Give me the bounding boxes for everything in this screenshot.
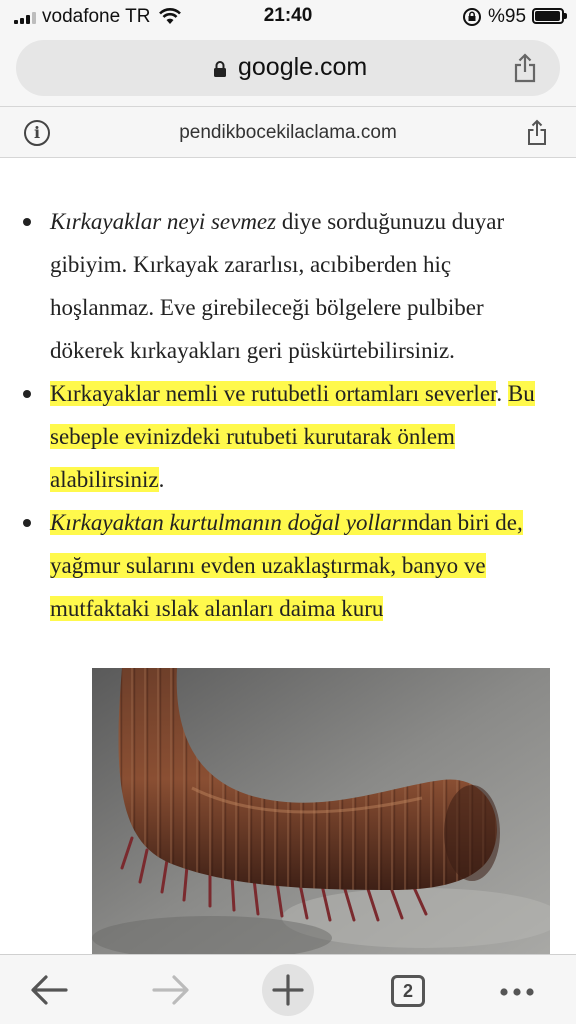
new-tab-button[interactable] — [262, 964, 314, 1016]
italic-phrase: Kırkayaklar neyi sevmez — [50, 209, 277, 234]
tab-switcher-button[interactable]: 2 — [391, 975, 425, 1007]
forward-arrow-icon[interactable] — [140, 965, 200, 1015]
url-domain: google.com — [238, 53, 368, 81]
more-options-icon[interactable] — [488, 965, 548, 1015]
bullet-text: ndan biri de, yağmur sularını evden uzaklaştırmak, banyo ve mutfaktaki ıslak alanları daima kuru — [50, 510, 523, 621]
battery-icon — [532, 8, 564, 24]
url-field[interactable] — [16, 40, 560, 96]
padlock-icon — [212, 60, 228, 78]
bullet-list — [0, 200, 576, 630]
article-content — [0, 158, 576, 954]
share-icon[interactable] — [526, 119, 548, 147]
source-site-url[interactable]: pendikbocekilaclama.com — [179, 122, 397, 143]
highlighted-text: Kırkayaklar nemli ve rutubetli ortamları severler — [50, 381, 497, 406]
status-bar — [0, 0, 576, 34]
rotation-lock-icon — [462, 7, 482, 27]
italic-phrase: Kırkayaktan kurtulmanın doğal yolları — [50, 510, 408, 535]
info-icon[interactable]: i — [24, 120, 50, 146]
bullet-text: . — [496, 381, 508, 406]
list-item — [0, 372, 576, 501]
highlighted-text: Bu sebeple evinizdeki rutubeti kurutarak önlem alabilirsiniz — [50, 381, 535, 492]
plus-icon — [262, 964, 314, 1016]
browser-address-bar — [0, 34, 576, 106]
carrier-name: vodafone TR — [42, 6, 151, 27]
amp-header-bar — [0, 106, 576, 158]
bullet-text: diye sorduğunuzu duyar gibiyim. Kırkayak zararlısı, acıbiberden hiç hoşlanmaz. Eve girebileceği bölgelere pulbiber dökerek kırkayakları geri püskürtebilirsiniz. — [50, 209, 505, 363]
millipede-photo — [92, 668, 550, 954]
list-item — [0, 200, 576, 372]
clock: 21:40 — [263, 5, 313, 26]
bullet-text: . — [158, 467, 165, 492]
list-item — [0, 501, 576, 630]
browser-toolbar — [0, 954, 576, 1024]
back-arrow-icon[interactable] — [20, 965, 80, 1015]
battery-percentage: %95 — [488, 6, 527, 27]
share-icon[interactable] — [512, 52, 538, 84]
